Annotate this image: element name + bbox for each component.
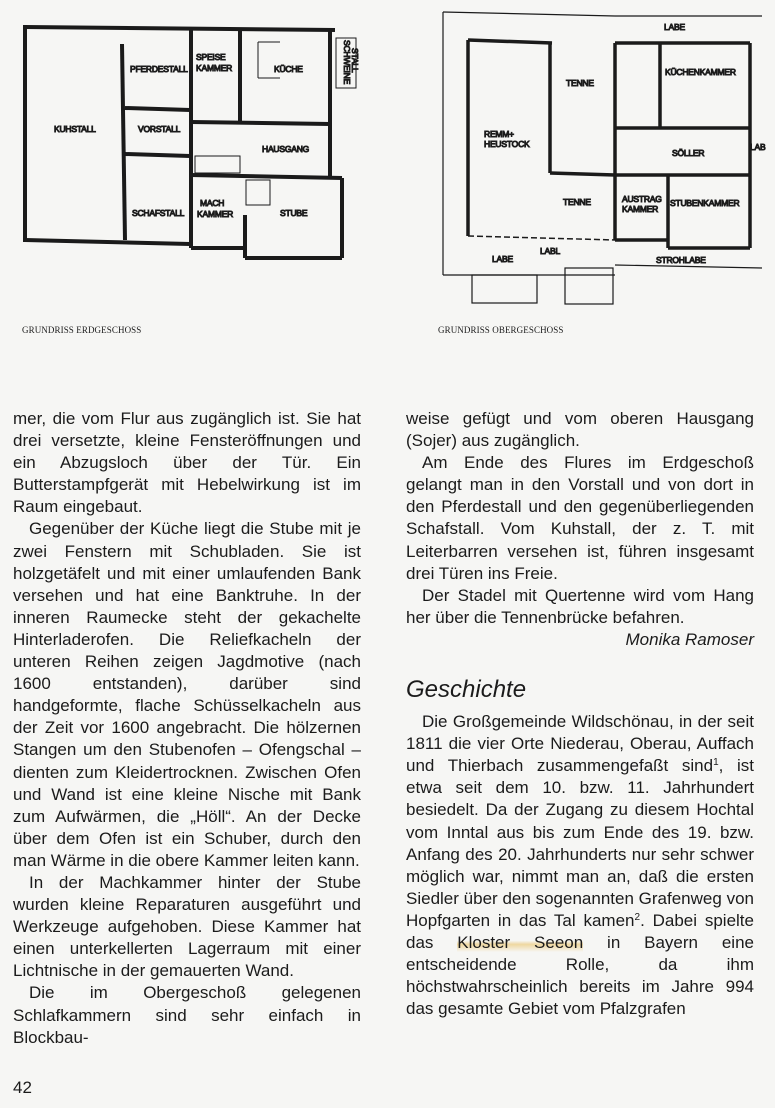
- footnote-1: 1: [713, 757, 719, 769]
- room-speise: SPEISE: [196, 52, 226, 62]
- room-tenne-top: TENNE: [566, 78, 594, 88]
- right-column: [406, 408, 754, 1020]
- room-kammer: KAMMER: [196, 63, 233, 73]
- room-hausgang: HAUSGANG: [262, 144, 310, 154]
- room-stube: STUBE: [280, 208, 308, 218]
- upper-floor-caption: GRUNDRISS OBERGESCHOSS: [438, 325, 564, 335]
- text-span: in Bayern eine entscheidende Rolle, da ihm höchstwahrscheinlich bereits im Jahre 994 das gesamte Gebiet vom Pfalzgrafen: [406, 932, 754, 1019]
- room-austrag: AUSTRAG: [622, 194, 662, 204]
- upper-floor-plan: [400, 0, 775, 310]
- right-paragraph-3: Der Stadel mit Quertenne wird vom Hang her über die Tennenbrücke befahren.: [406, 585, 754, 627]
- room-kuhstall: KUHSTALL: [54, 124, 96, 134]
- footnote-2: 2: [634, 911, 641, 923]
- text-span: , ist etwa seit dem 10. bzw. 11. Jahrhundert besiedelt. Da der Zugang zu diesem Hochtal vom Inntal aus bis zum Ende des 19. bzw. Anfang des 20. Jahrhunderts nur sehr schwer möglich war, nimmt man an, daß die ersten Siedler über den sogenannten Grafenweg von Hopfgarten in das Tal kamen: [406, 756, 754, 930]
- room-heustock: HEUSTOCK: [484, 139, 530, 149]
- left-paragraph-4: Die im Obergeschoß gelegenen Schlafkammern sind sehr einfach in Blockbau-: [13, 983, 361, 1047]
- ground-floor-plan: [0, 0, 400, 300]
- highlighted-text: Kloster Seeon: [457, 932, 584, 952]
- room-machkammer: KAMMER: [197, 209, 234, 219]
- room-labl: LABL: [540, 246, 560, 256]
- left-paragraph-1: mer, die vom Flur aus zugänglich ist. Sie hat drei versetzte, kleine Fensteröffnungen und ein Abzugsloch über der Tür. Ein Butterstampfgerät mit Hebelwirkung ist im Raum eingebaut.: [13, 409, 361, 517]
- room-kuechenkammer: KÜCHENKAMMER: [665, 67, 736, 77]
- room-mach: MACH: [200, 198, 225, 208]
- room-vorstall: VORSTALL: [138, 124, 181, 134]
- room-pferdestall: PFERDESTALL: [130, 64, 188, 74]
- text-span: Die Großgemeinde Wildschönau, in der seit 1811 die vier Orte Niederau, Oberau, Auffach und Thierbach zusammengefaßt sind: [406, 712, 754, 776]
- page-number: 42: [13, 1078, 32, 1097]
- text-span: . Dabei spielte das: [406, 910, 754, 952]
- room-kueche: KÜCHE: [274, 64, 303, 74]
- room-strohlabe: STROHLABE: [656, 255, 706, 265]
- right-paragraph-2: Am Ende des Flures im Erdgeschoß gelangt man in den Vorstall und von dort in den Pferdestall und den gegenüberliegenden Schafstall. Vom Kuhstall, der z. T. mit Leiterbarren versehen ist, führen insgesamt drei Türen ins Freie.: [406, 453, 754, 583]
- left-paragraph-2: Gegenüber der Küche liegt die Stube mit je zwei Fenstern mit Schubladen. Sie ist holzgetäfelt und mit einer umlaufenden Bank versehen und hat eine Banktruhe. In der inneren Raumecke steht der gekachelte Hinterladerofen. Die Reliefkacheln der unteren Reihen zeigen Jagdmotive (nach 1600 entstanden), darüber sind handgeformte, flache Schüsselkacheln aus der Zeit vor 1600 angebracht. Die hölzernen Stangen um den Stubenofen – Ofengschal – dienten zum Kleidertrocknen. Zwischen Ofen und Wand ist eine kleine Nische mit Bank zum Aufwärmen, die „Höll“. An der Decke über dem Ofen ist ein Schuber, durch den man Wärme in die obere Kammer leiten kann.: [13, 519, 361, 870]
- room-schweine: SCHWEINE: [342, 40, 352, 85]
- room-labe-bottom: LABE: [492, 254, 513, 264]
- room-tenne-bottom: TENNE: [563, 197, 591, 207]
- left-paragraph-3: In der Machkammer hinter der Stube wurden kleine Reparaturen ausgeführt und Werkzeuge aufgehoben. Diese Kammer hat einen unterkellerten Lagerraum mit einer Lichtnische in der gemauerten Wand.: [13, 872, 361, 981]
- right-paragraph-4: [406, 711, 754, 1020]
- room-austrag-kammer: KAMMER: [622, 204, 659, 214]
- room-lab: LAB: [750, 142, 766, 152]
- author-name: Monika Ramoser: [625, 629, 754, 649]
- room-labe-top: LABE: [664, 22, 685, 32]
- room-soeller: SÖLLER: [672, 148, 705, 158]
- right-paragraph-1: weise gefügt und vom oberen Hausgang (Sojer) aus zugänglich.: [406, 409, 754, 451]
- room-remm: REMM+: [484, 129, 514, 139]
- section-heading: Geschichte: [406, 676, 527, 704]
- left-column: [13, 408, 361, 1049]
- ground-floor-caption: GRUNDRISS ERDGESCHOSS: [22, 325, 142, 335]
- room-stall: STALL: [350, 48, 360, 73]
- room-stubenkammer: STUBENKAMMER: [670, 198, 740, 208]
- room-schafstall: SCHAFSTALL: [132, 208, 185, 218]
